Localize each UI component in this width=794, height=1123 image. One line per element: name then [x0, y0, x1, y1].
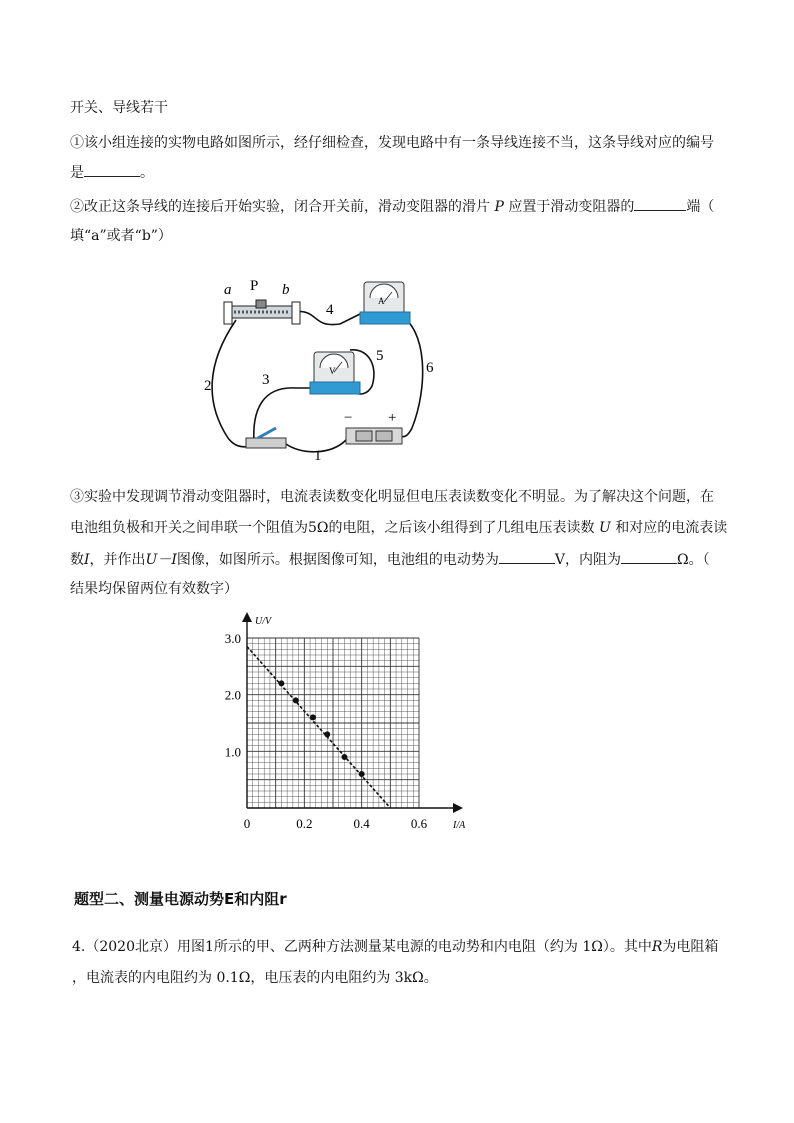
label-b: b: [282, 282, 290, 298]
y-tick-label: 3.0: [224, 631, 241, 646]
q3-line1: ③实验中发现调节滑动变阻器时，电流表读数变化明显但电压表读数变化不明显。为了解决这个问题，在: [70, 489, 714, 505]
battery-plus: +: [388, 410, 397, 426]
wire-label-5: 5: [376, 348, 384, 364]
q2-var-P: P: [494, 199, 504, 215]
wire-label-2: 2: [204, 378, 212, 394]
x-tick-label: 0: [243, 816, 251, 831]
q1-line2: [70, 162, 154, 183]
wire-label-3: 3: [262, 372, 270, 388]
data-point: [278, 680, 284, 686]
q3-text-d: ，并作出: [89, 552, 146, 568]
q3-ui: U－I: [145, 552, 177, 568]
q1-line1: ①该小组连接的实物电路如图所示，经仔细检查，发现电路中有一条导线连接不当，这条导线对应的编号: [70, 135, 714, 151]
q3-var-U: U: [598, 520, 611, 536]
x-tick-label: 0.6: [410, 816, 428, 831]
x-axis-arrow: [453, 803, 463, 813]
q2-line1: [70, 196, 714, 217]
y-tick-label: 1.0: [224, 744, 241, 760]
x-tick-label: 0.4: [353, 816, 370, 831]
q1-text: 是: [70, 165, 84, 181]
q3-text-g: Ω。（: [677, 552, 710, 568]
ammeter-symbol: A: [378, 296, 385, 306]
materials-text: 开关、导线若干: [70, 100, 168, 116]
wire-label-1: 1: [314, 448, 322, 464]
q4-var-R: R: [651, 939, 663, 955]
q3-text-b: 和对应的电流表读: [615, 520, 728, 536]
q4-text-a: 4.（2020北京）用图1所示的甲、乙两种方法测量某电源的电动势和内电阻（约为 1Ω）。其中: [72, 939, 652, 955]
q2-text-c: 端（: [686, 199, 715, 215]
q4-line1: [72, 937, 718, 957]
data-point: [341, 754, 347, 760]
label-P: P: [250, 278, 259, 294]
wire-label-6: 6: [426, 360, 434, 376]
battery-pack: [346, 428, 402, 444]
fit-line: [247, 647, 390, 809]
q1-end: 。: [140, 165, 154, 181]
q3-line2: [70, 518, 727, 538]
q3-line3: [70, 549, 710, 570]
answer-blank-wire: [84, 162, 140, 177]
q3-text-c: 数: [70, 552, 84, 568]
answer-blank-resistance: [621, 549, 677, 564]
u-i-graph: [210, 608, 480, 838]
voltmeter-symbol: V: [329, 366, 336, 376]
data-point: [324, 731, 330, 737]
battery-minus: −: [344, 410, 353, 426]
circuit-diagram: [200, 268, 440, 468]
x-tick-label: 0.2: [296, 816, 313, 831]
data-point: [359, 771, 365, 777]
section-title: 题型二、测量电源动势E和内阻r: [74, 890, 287, 908]
y-axis-arrow: [242, 612, 252, 622]
q3-text-a: 电池组负极和开关之间串联一个阻值为5Ω的电阻，之后该小组得到了几组电压表读数: [70, 520, 595, 536]
q3-var-I: I: [84, 552, 90, 568]
q4-text-b: 为电阻箱: [662, 939, 719, 955]
q2-text-b: 应置于滑动变阻器的: [508, 199, 635, 215]
data-point: [310, 714, 316, 720]
label-a: a: [224, 282, 232, 298]
q3-text-f: V，内阻为: [554, 552, 621, 568]
answer-blank-emf: [499, 549, 555, 564]
q4-line2: ，电流表的内电阻约为 0.1Ω，电压表的内电阻约为 3kΩ。: [72, 970, 438, 986]
ammeter: [360, 282, 410, 324]
q2-text-a: ②改正这条导线的连接后开始实验，闭合开关前，滑动变阻器的滑片: [70, 199, 490, 215]
x-axis-label: I/A: [453, 820, 466, 831]
wire-label-4: 4: [326, 302, 334, 318]
switch: [246, 428, 286, 448]
q3-text-e: 图像，如图所示。根据图像可知，电池组的电动势为: [176, 552, 499, 568]
q3-line4: 结果均保留两位有效数字）: [70, 581, 238, 597]
answer-blank-end: [634, 196, 686, 211]
y-axis-label: U/V: [255, 616, 272, 627]
y-tick-label: 2.0: [224, 687, 241, 703]
data-point: [293, 697, 299, 703]
q2-line2: 填“a”或者“b”）: [70, 228, 172, 244]
